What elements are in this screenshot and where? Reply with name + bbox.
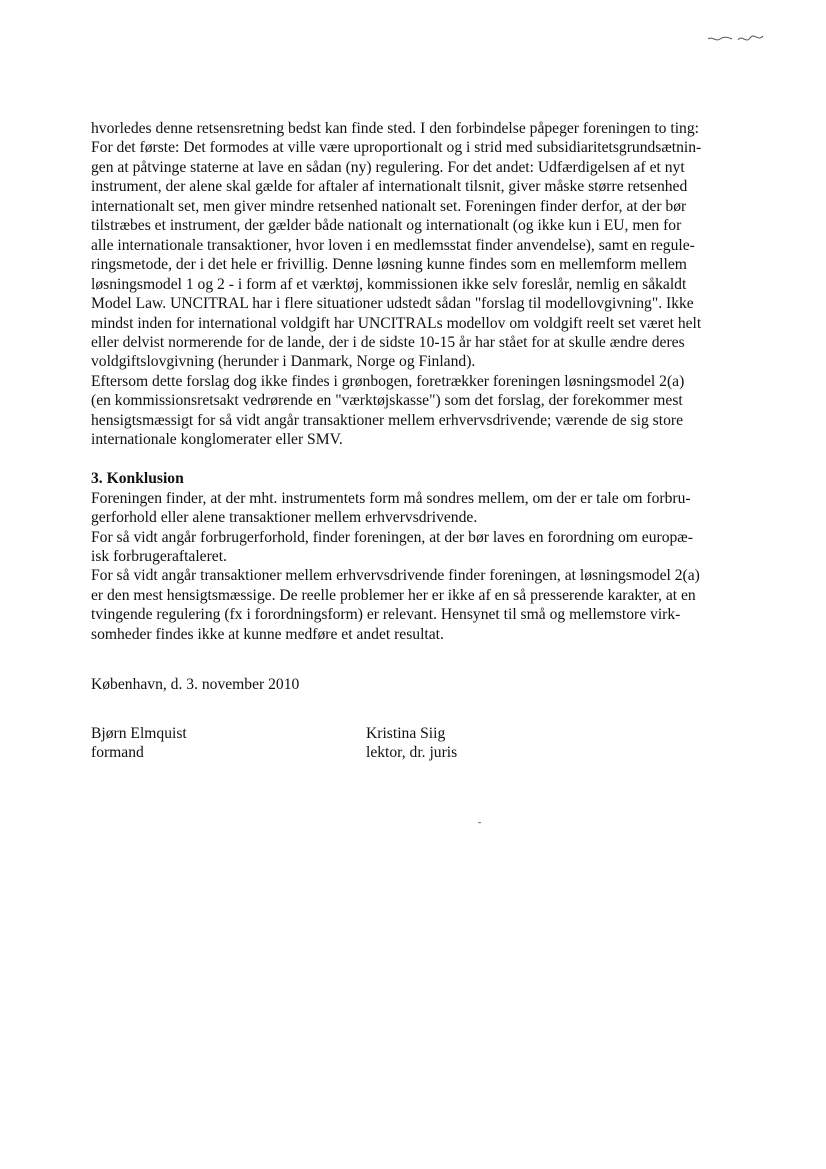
text-line: For så vidt angår transaktioner mellem erhvervsdrivende finder foreningen, at løsningsmodel 2(a) <box>91 567 700 585</box>
text-line: gerforhold eller alene transaktioner mellem erhvervsdrivende. <box>91 509 478 527</box>
text-line: For det første: Det formodes at ville være uproportionalt og i strid med subsidiaritetsgrundsætnin- <box>91 139 702 157</box>
text-line: er den mest hensigtsmæssige. De reelle problemer her er ikke af en så presserende karakter, at en <box>91 586 696 604</box>
text-line: (en kommissionsretsakt vedrørende en "værktøjskasse") som det forslag, der forekommer mest <box>91 392 683 410</box>
text-line: hvorledes denne retsensretning bedst kan finde sted. I den forbindelse påpeger foreningen to ting: <box>91 120 699 137</box>
signatory-name: Kristina Siig <box>366 725 446 742</box>
place-date: København, d. 3. november 2010 <box>91 676 300 693</box>
body-text <box>91 119 756 644</box>
text-line: tvingende regulering (fx i forordningsform) er relevant. Hensynet til små og mellemstore virk- <box>91 606 681 624</box>
text-line: internationalt set, men giver mindre retsenhed nationalt set. Foreningen finder derfor, at der bør <box>91 197 687 215</box>
text-line: For så vidt angår forbrugerforhold, finder foreningen, at der bør laves en forordning om europæ- <box>91 528 693 546</box>
text-line: ringsmetode, der i det hele er frivillig. Denne løsning kunne findes som en mellemform mellem <box>91 256 687 274</box>
text-line: Eftersom dette forslag dog ikke findes i grønbogen, foretrækker foreningen løsningsmodel 2(a) <box>91 372 685 390</box>
signature-block-chair <box>91 724 187 763</box>
text-line: somheder findes ikke at kunne medføre et andet resultat. <box>91 625 444 643</box>
conclusion-paragraph <box>91 489 756 645</box>
text-line: mindst inden for international voldgift har UNCITRALs modellov om voldgift reelt set været helt <box>91 314 702 332</box>
text-line: hensigtsmæssigt for så vidt angår transaktioner mellem erhvervsdrivende; værende de sig store <box>91 411 683 429</box>
signatory-title: formand <box>91 744 144 762</box>
text-line: alle internationale transaktioner, hvor loven i en medlemsstat finder anvendelse), samt en regule- <box>91 236 695 254</box>
text-line: tilstræbes et instrument, der gælder både nationalt og internationalt (og ikke kun i EU, men for <box>91 217 682 235</box>
text-line: eller delvist normerende for de lande, der i de sidste 10-15 år har stået for at skulle ændre deres <box>91 333 685 351</box>
signature-block-lecturer <box>366 724 457 763</box>
text-line: instrument, der alene skal gælde for aftaler af internationalt tilsnit, giver måske større retsenhed <box>91 178 688 196</box>
signatory-title: lektor, dr. juris <box>366 744 458 762</box>
text-line: internationale konglomerater eller SMV. <box>91 431 343 449</box>
handwritten-mark <box>706 30 766 46</box>
text-line: løsningsmodel 1 og 2 - i form af et værktøj, kommissionen ikke selv foreslår, nemlig en såkaldt <box>91 275 687 293</box>
signatory-name: Bjørn Elmquist <box>91 725 187 742</box>
text-line: Model Law. UNCITRAL har i flere situationer udstedt sådan "forslag til modellovgivning". Ikke <box>91 295 694 313</box>
paragraph <box>91 119 756 450</box>
text-line: gen at påtvinge staterne at lave en sådan (ny) regulering. For det andet: Udfærdigelsen af et nyt <box>91 158 685 176</box>
text-line: Foreningen finder, at der mht. instrumentets form må sondres mellem, om der er tale om forbru- <box>91 489 691 507</box>
section-heading: 3. Konklusion <box>91 470 184 488</box>
scan-speck <box>478 822 481 824</box>
text-line: isk forbrugeraftaleret. <box>91 547 227 565</box>
text-line: voldgiftslovgivning (herunder i Danmark, Norge og Finland). <box>91 353 476 371</box>
